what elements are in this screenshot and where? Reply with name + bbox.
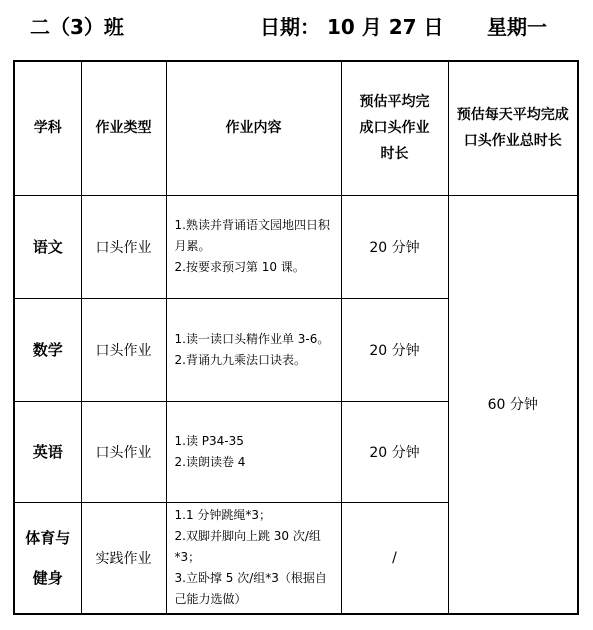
subject-cell: 数学 bbox=[14, 298, 81, 401]
col-header-total bbox=[448, 61, 578, 195]
weekday-label: 星期一 bbox=[487, 15, 547, 39]
table-header-row bbox=[14, 61, 578, 195]
type-cell: 实践作业 bbox=[81, 502, 166, 614]
content-line: 2.按要求预习第 10 课。 bbox=[174, 260, 305, 274]
content-line: 2.读朗读卷 4 bbox=[174, 454, 246, 469]
col-header-total-line: 预估每天平均完成 bbox=[456, 107, 569, 124]
col-header-total-line: 口头作业总时长 bbox=[463, 133, 562, 150]
table-row bbox=[14, 195, 578, 298]
content-line: 1.读 P34-35 bbox=[174, 433, 244, 448]
duration-cell: 20 分钟 bbox=[341, 195, 448, 298]
type-cell: 口头作业 bbox=[81, 401, 166, 502]
subject-line: 体育与 bbox=[25, 528, 71, 547]
content-line: 1.1 分钟跳绳*3； bbox=[174, 508, 272, 523]
content-line: 2.双脚并脚向上跳 30 次/组*3； bbox=[174, 529, 321, 565]
content-cell bbox=[166, 401, 341, 502]
content-cell bbox=[166, 502, 341, 614]
col-header-type: 作业类型 bbox=[81, 61, 166, 195]
col-header-duration-line: 时长 bbox=[380, 146, 409, 163]
page-header bbox=[0, 0, 593, 58]
content-line: 1.熟读并背诵语文园地四日积月累。 bbox=[174, 218, 330, 253]
total-time-cell: 60 分钟 bbox=[448, 195, 578, 614]
col-header-content: 作业内容 bbox=[166, 61, 341, 195]
date-label: 日期： 10 月 27 日 bbox=[260, 15, 444, 39]
col-header-duration-line: 成口头作业 bbox=[359, 120, 430, 137]
type-cell: 口头作业 bbox=[81, 195, 166, 298]
subject-cell bbox=[14, 502, 81, 614]
duration-cell: 20 分钟 bbox=[341, 298, 448, 401]
duration-cell: 20 分钟 bbox=[341, 401, 448, 502]
subject-cell: 语文 bbox=[14, 195, 81, 298]
content-line: 3.立卧撑 5 次/组*3（根据自己能力选做） bbox=[174, 571, 327, 607]
content-line: 1.读一读口头精作业单 3-6。 bbox=[174, 331, 330, 346]
col-header-subject: 学科 bbox=[14, 61, 81, 195]
col-header-duration bbox=[341, 61, 448, 195]
content-cell bbox=[166, 298, 341, 401]
class-name: 二（3）班 bbox=[30, 15, 124, 39]
subject-line: 健身 bbox=[32, 568, 63, 587]
content-cell bbox=[166, 195, 341, 298]
subject-cell: 英语 bbox=[14, 401, 81, 502]
col-header-duration-line: 预估平均完 bbox=[359, 94, 430, 111]
homework-table bbox=[13, 60, 579, 615]
type-cell: 口头作业 bbox=[81, 298, 166, 401]
duration-cell: / bbox=[341, 502, 448, 614]
content-line: 2.背诵九九乘法口诀表。 bbox=[174, 352, 306, 367]
